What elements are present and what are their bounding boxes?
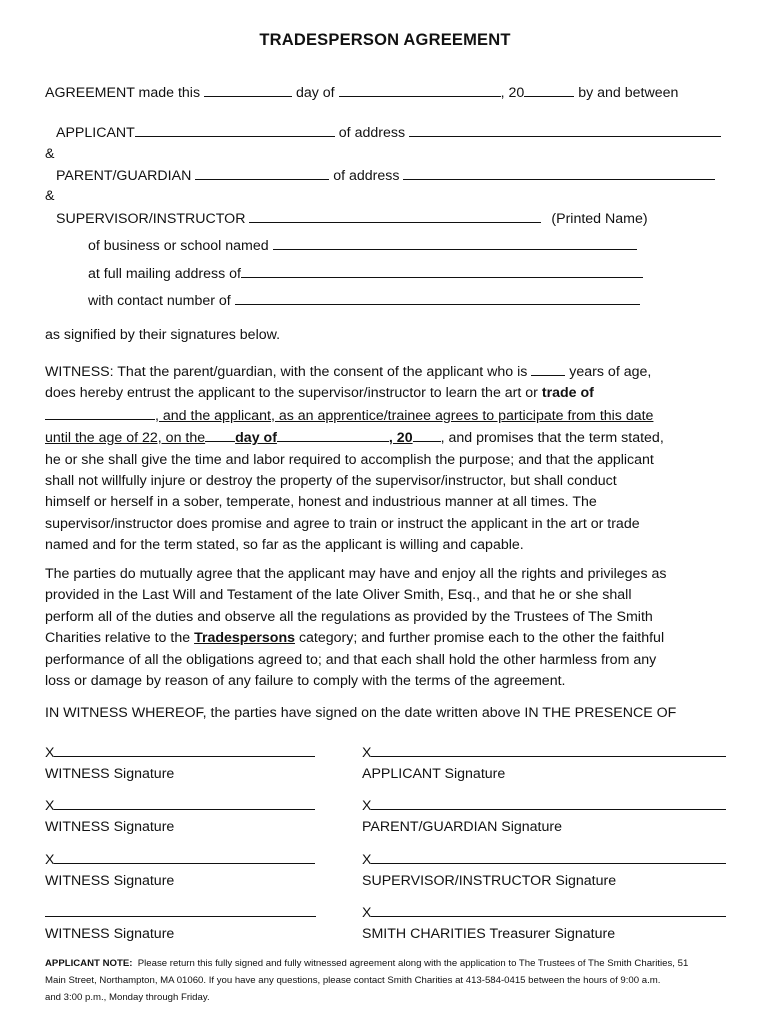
note-text: Please return this fully signed and fully witnessed agreement along with the application to The Trustees of The Smith Charities, 51 xyxy=(137,958,689,969)
ampersand-2: & xyxy=(45,188,55,204)
agree-line-5: performance of all the obligations agreed to; and that each shall hold the other harmless from any xyxy=(45,651,657,668)
witness-signature-label: WITNESS Signature xyxy=(45,819,175,836)
until-year-blank[interactable] xyxy=(413,427,441,442)
applicant-signature-label: APPLICANT Signature xyxy=(362,766,506,783)
business-name-blank[interactable] xyxy=(273,235,637,250)
treasurer-signature-label: SMITH CHARITIES Treasurer Signature xyxy=(362,926,616,943)
witness-line-6: shall not willfully injure or destroy the property of the supervisor/instructor, but shall conduct xyxy=(45,473,617,490)
note-line-2: Main Street, Northampton, MA 01060. If you have any questions, please contact Smith Charities at 413-584-0415 between the hours of 9:00 a.m. xyxy=(45,975,661,986)
day-of-label: day of xyxy=(295,85,335,101)
page-title: TRADESPERSON AGREEMENT xyxy=(259,31,511,49)
agree-line-1: The parties do mutually agree that the applicant may have and enjoy all the rights and privileges as xyxy=(45,566,667,582)
x-mark: X xyxy=(45,745,55,761)
mailing-address-blank[interactable] xyxy=(241,263,643,278)
witness-line-1 xyxy=(45,361,735,383)
applicant-name-blank[interactable] xyxy=(135,122,335,137)
witness-line-9: named and for the term stated, so far as the applicant is willing and capable. xyxy=(45,537,524,554)
x-mark: X xyxy=(362,905,372,921)
witness-3-signature-line[interactable] xyxy=(54,849,315,864)
applicant-label: APPLICANT xyxy=(56,125,135,141)
mailing-label: at full mailing address of xyxy=(88,266,241,282)
parent-of-address-label: of address xyxy=(333,168,400,184)
applicant-note xyxy=(45,955,740,1006)
witness-paragraph xyxy=(45,361,735,557)
parent-address-blank[interactable] xyxy=(403,165,715,180)
witness-line-5: he or she shall give the time and labor required to accomplish the purpose; and that the applicant xyxy=(45,451,654,468)
signified-text: as signified by their signatures below. xyxy=(45,327,281,343)
witness-line-8: supervisor/instructor does promise and agree to train or instruct the applicant in the art or trade xyxy=(45,515,640,532)
agree-line-2: provided in the Last Will and Testament of the late Oliver Smith, Esq., and that he or she shall xyxy=(45,587,632,604)
witness-text: , and promises that the term stated, xyxy=(440,430,664,447)
witness-line-4 xyxy=(45,427,735,449)
witness-signature-label: WITNESS Signature xyxy=(45,873,175,890)
note-label: APPLICANT NOTE: xyxy=(45,958,133,969)
parent-signature xyxy=(362,795,726,839)
witness-signature-3 xyxy=(45,849,315,893)
parent-name-blank[interactable] xyxy=(195,165,329,180)
year-blank[interactable] xyxy=(524,82,574,97)
witness-signature-2 xyxy=(45,795,315,839)
x-mark: X xyxy=(45,852,55,868)
witness-signature-4 xyxy=(45,902,316,946)
witness-text: does hereby entrust the applicant to the supervisor/instructor to learn the art or xyxy=(45,385,538,402)
applicant-line xyxy=(56,122,721,144)
witness-line-3 xyxy=(45,405,735,427)
years-of-age-label: years of age, xyxy=(569,364,652,380)
applicant-signature-line[interactable] xyxy=(371,742,726,757)
note-line-1 xyxy=(45,955,740,972)
tradespersons-label: Tradespersons xyxy=(194,630,295,647)
trade-of-label: trade of xyxy=(541,385,594,402)
agree-line-4 xyxy=(45,628,735,649)
witness-text: WITNESS: That the parent/guardian, with the consent of the applicant who is xyxy=(45,364,528,380)
agree-line-6: loss or damage by reason of any failure to comply with the terms of the agreement. xyxy=(45,673,566,690)
contact-number-blank[interactable] xyxy=(235,290,640,305)
treasurer-signature xyxy=(362,902,726,946)
witness-text: , and the applicant, as an apprentice/trainee agrees to participate from this date xyxy=(155,407,654,424)
witness-signature-1 xyxy=(45,742,315,786)
applicant-of-address-label: of address xyxy=(338,125,406,141)
month-blank[interactable] xyxy=(339,82,501,97)
agree-text: Charities relative to the xyxy=(45,630,191,647)
x-mark: X xyxy=(362,852,372,868)
witness-1-signature-line[interactable] xyxy=(54,742,315,757)
x-mark: X xyxy=(362,745,372,761)
day-of-bold-label: day of xyxy=(235,430,277,447)
in-witness-whereof: IN WITNESS WHEREOF, the parties have signed on the date written above IN THE PRESENCE OF xyxy=(45,705,677,721)
business-line xyxy=(88,235,637,257)
until-month-blank[interactable] xyxy=(277,427,389,442)
supervisor-line xyxy=(56,208,648,230)
ampersand-1: & xyxy=(45,146,55,162)
treasurer-signature-line[interactable] xyxy=(371,902,726,917)
witness-2-signature-line[interactable] xyxy=(54,795,315,810)
parties-agree-paragraph xyxy=(45,564,735,692)
applicant-address-blank[interactable] xyxy=(409,122,721,137)
parent-line xyxy=(56,165,715,187)
day-blank[interactable] xyxy=(204,82,292,97)
trade-blank[interactable] xyxy=(45,405,155,420)
parent-signature-line[interactable] xyxy=(371,795,726,810)
contact-label: with contact number of xyxy=(88,293,231,309)
year-bold-label: , 20 xyxy=(388,430,413,447)
supervisor-signature-line[interactable] xyxy=(371,849,726,864)
supervisor-signature-label: SUPERVISOR/INSTRUCTOR Signature xyxy=(362,873,617,890)
mailing-line xyxy=(88,263,643,285)
printed-name-label: (Printed Name) xyxy=(551,211,648,227)
supervisor-label: SUPERVISOR/INSTRUCTOR xyxy=(56,211,246,227)
x-mark: X xyxy=(45,798,55,814)
business-label: of business or school named xyxy=(88,238,269,254)
by-and-between-label: by and between xyxy=(578,85,679,101)
agreement-intro-line xyxy=(45,82,678,104)
witness-line-7: himself or herself in a sober, temperate, honest and industrious manner at all times. The xyxy=(45,494,597,511)
parent-signature-label: PARENT/GUARDIAN Signature xyxy=(362,819,562,836)
until-day-blank[interactable] xyxy=(205,427,235,442)
agree-line-3: perform all of the duties and observe all the regulations as provided by the Trustees of The Smith xyxy=(45,608,653,625)
agree-text: category; and further promise each to the other the faithful xyxy=(298,630,665,647)
age-blank[interactable] xyxy=(531,361,565,376)
x-mark: X xyxy=(362,798,372,814)
witness-signature-label: WITNESS Signature xyxy=(45,766,175,783)
year-prefix-label: , 20 xyxy=(500,85,525,101)
witness-4-signature-line[interactable] xyxy=(45,902,316,917)
note-line-3: and 3:00 p.m., Monday through Friday. xyxy=(45,992,210,1003)
until-age-label: until the age of 22, on the xyxy=(45,430,206,447)
witness-line-2 xyxy=(45,383,735,404)
made-this-label: AGREEMENT made this xyxy=(45,85,201,101)
parent-label: PARENT/GUARDIAN xyxy=(56,168,192,184)
supervisor-name-blank[interactable] xyxy=(249,208,541,223)
applicant-signature xyxy=(362,742,726,786)
witness-signature-label: WITNESS Signature xyxy=(45,926,175,943)
contact-line xyxy=(88,290,640,312)
supervisor-signature xyxy=(362,849,726,893)
